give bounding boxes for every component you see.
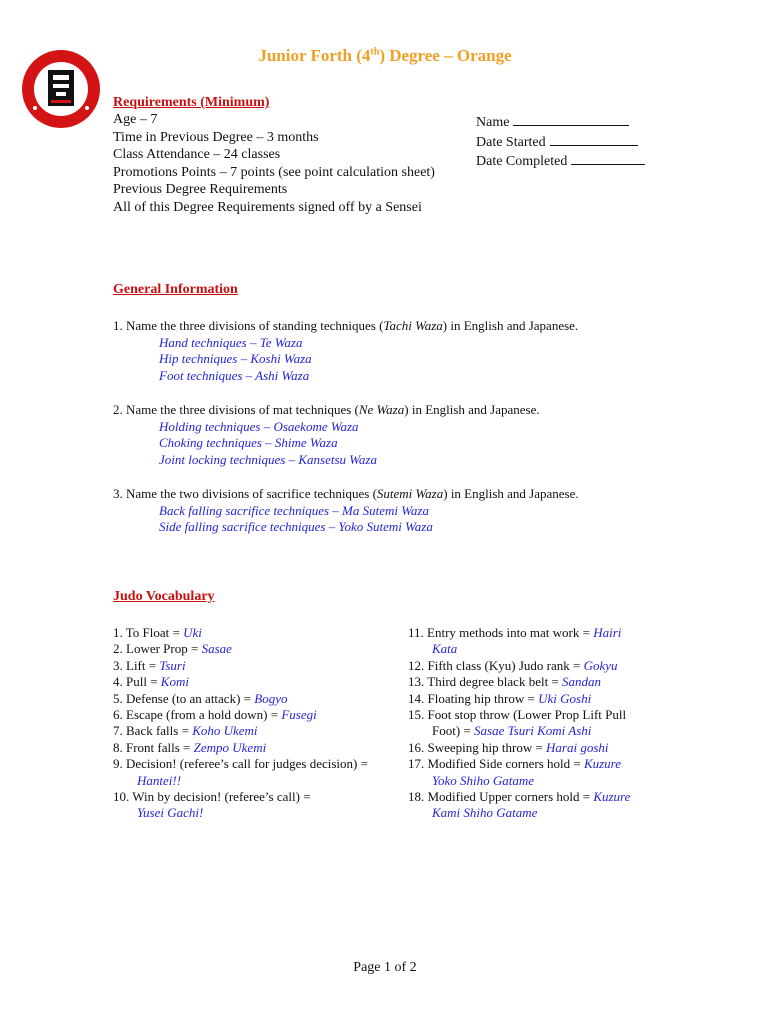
- answer-line: Back falling sacrifice techniques – Ma Sutemi Waza: [159, 502, 429, 518]
- student-fields: [476, 112, 645, 171]
- requirement-line: Class Attendance – 24 classes: [113, 147, 281, 162]
- date-started-label: Date Started: [476, 134, 546, 150]
- vocabulary-heading: Judo Vocabulary: [113, 589, 215, 604]
- vocab-answer: Kata: [432, 641, 458, 657]
- general-question-2: 2. Name the three divisions of mat techniques (Ne Waza) in English and Japanese. Holding techniques – Osaekome Waza Choking techniques – Shime Waza Joint locking techniques – Kansetsu Waza: [113, 402, 540, 467]
- vocab-item: 3. Lift = Tsuri: [113, 657, 186, 673]
- vocab-item: 15. Foot stop throw (Lower Prop Lift Pull: [408, 707, 627, 723]
- requirement-line: Promotions Points – 7 points (see point calculation sheet): [113, 164, 435, 180]
- vocab-item: 11. Entry methods into mat work = Hairi: [408, 625, 622, 640]
- general-info-heading: General Information: [113, 282, 238, 297]
- date-completed-field[interactable]: [571, 151, 645, 165]
- answer-line: Choking techniques – Shime Waza: [159, 435, 338, 451]
- vocab-item: 9. Decision! (referee’s call for judges decision) =: [113, 756, 368, 772]
- answer-line: Holding techniques – Osaekome Waza: [159, 418, 359, 434]
- requirement-line: Age – 7: [113, 112, 158, 127]
- vocab-item: 13. Third degree black belt = Sandan: [408, 674, 602, 690]
- requirement-line: All of this Degree Requirements signed off by a Sensei: [113, 199, 422, 215]
- vocab-item: 2. Lower Prop = Sasae: [113, 641, 232, 657]
- requirements-section: [113, 95, 435, 216]
- vocab-item: 18. Modified Upper corners hold = Kuzure: [408, 789, 631, 805]
- vocab-item: 16. Sweeping hip throw = Harai goshi: [408, 739, 609, 755]
- page-title: Junior Forth (4th) Degree – Orange: [258, 46, 512, 65]
- answer-line: Joint locking techniques – Kansetsu Waza: [159, 451, 377, 467]
- vocab-answer: Hantei!!: [137, 772, 182, 788]
- date-started-field[interactable]: [550, 132, 638, 146]
- general-question-3: 3. Name the two divisions of sacrifice techniques (Sutemi Waza) in English and Japanese. Back falling sacrifice techniques – Ma Sutemi Waza Side falling sacrifice techniques – Yoko Sutemi Waza: [113, 486, 579, 535]
- vocab-item: 7. Back falls = Koho Ukemi: [113, 723, 258, 739]
- requirement-line: Previous Degree Requirements: [113, 182, 288, 197]
- page-number: Page 1 of 2: [353, 960, 417, 975]
- date-completed-label: Date Completed: [476, 154, 568, 169]
- vocab-item: 10. Win by decision! (referee’s call) =: [113, 789, 311, 805]
- vocab-answer: Kami Shiho Gatame: [432, 805, 538, 821]
- vocab-answer: Yoko Shiho Gatame: [432, 772, 535, 788]
- answer-line: Hip techniques – Koshi Waza: [159, 351, 312, 367]
- vocab-item: Foot) = Sasae Tsuri Komi Ashi: [432, 723, 592, 739]
- general-question-1: 1. Name the three divisions of standing techniques (Tachi Waza) in English and Japanese. Hand techniques – Te Waza Hip techniques – Koshi Waza Foot techniques – Ashi Waza: [113, 318, 579, 383]
- vocab-right-column: [408, 625, 708, 822]
- vocab-item: 14. Floating hip throw = Uki Goshi: [408, 690, 592, 706]
- vocab-answer: Yusei Gachi!: [137, 805, 204, 821]
- answer-line: Foot techniques – Ashi Waza: [159, 367, 310, 383]
- vocab-item: 12. Fifth class (Kyu) Judo rank = Gokyu: [408, 657, 618, 673]
- requirement-line: Time in Previous Degree – 3 months: [113, 129, 319, 145]
- vocab-item: 5. Defense (to an attack) = Bogyo: [113, 690, 288, 706]
- vocab-item: 6. Escape (from a hold down) = Fusegi: [113, 707, 317, 723]
- vocab-item: 8. Front falls = Zempo Ukemi: [113, 739, 267, 755]
- vocab-item: 17. Modified Side corners hold = Kuzure: [408, 756, 622, 772]
- vocab-left-column: [113, 625, 398, 822]
- vocab-item: 4. Pull = Komi: [113, 674, 189, 690]
- answer-line: Side falling sacrifice techniques – Yoko Sutemi Waza: [159, 519, 433, 535]
- name-field[interactable]: [513, 112, 629, 126]
- name-label: Name: [476, 115, 510, 130]
- answer-line: Hand techniques – Te Waza: [159, 334, 303, 350]
- requirements-heading: Requirements (Minimum): [113, 95, 270, 110]
- vocab-item: 1. To Float = Uki: [113, 625, 202, 640]
